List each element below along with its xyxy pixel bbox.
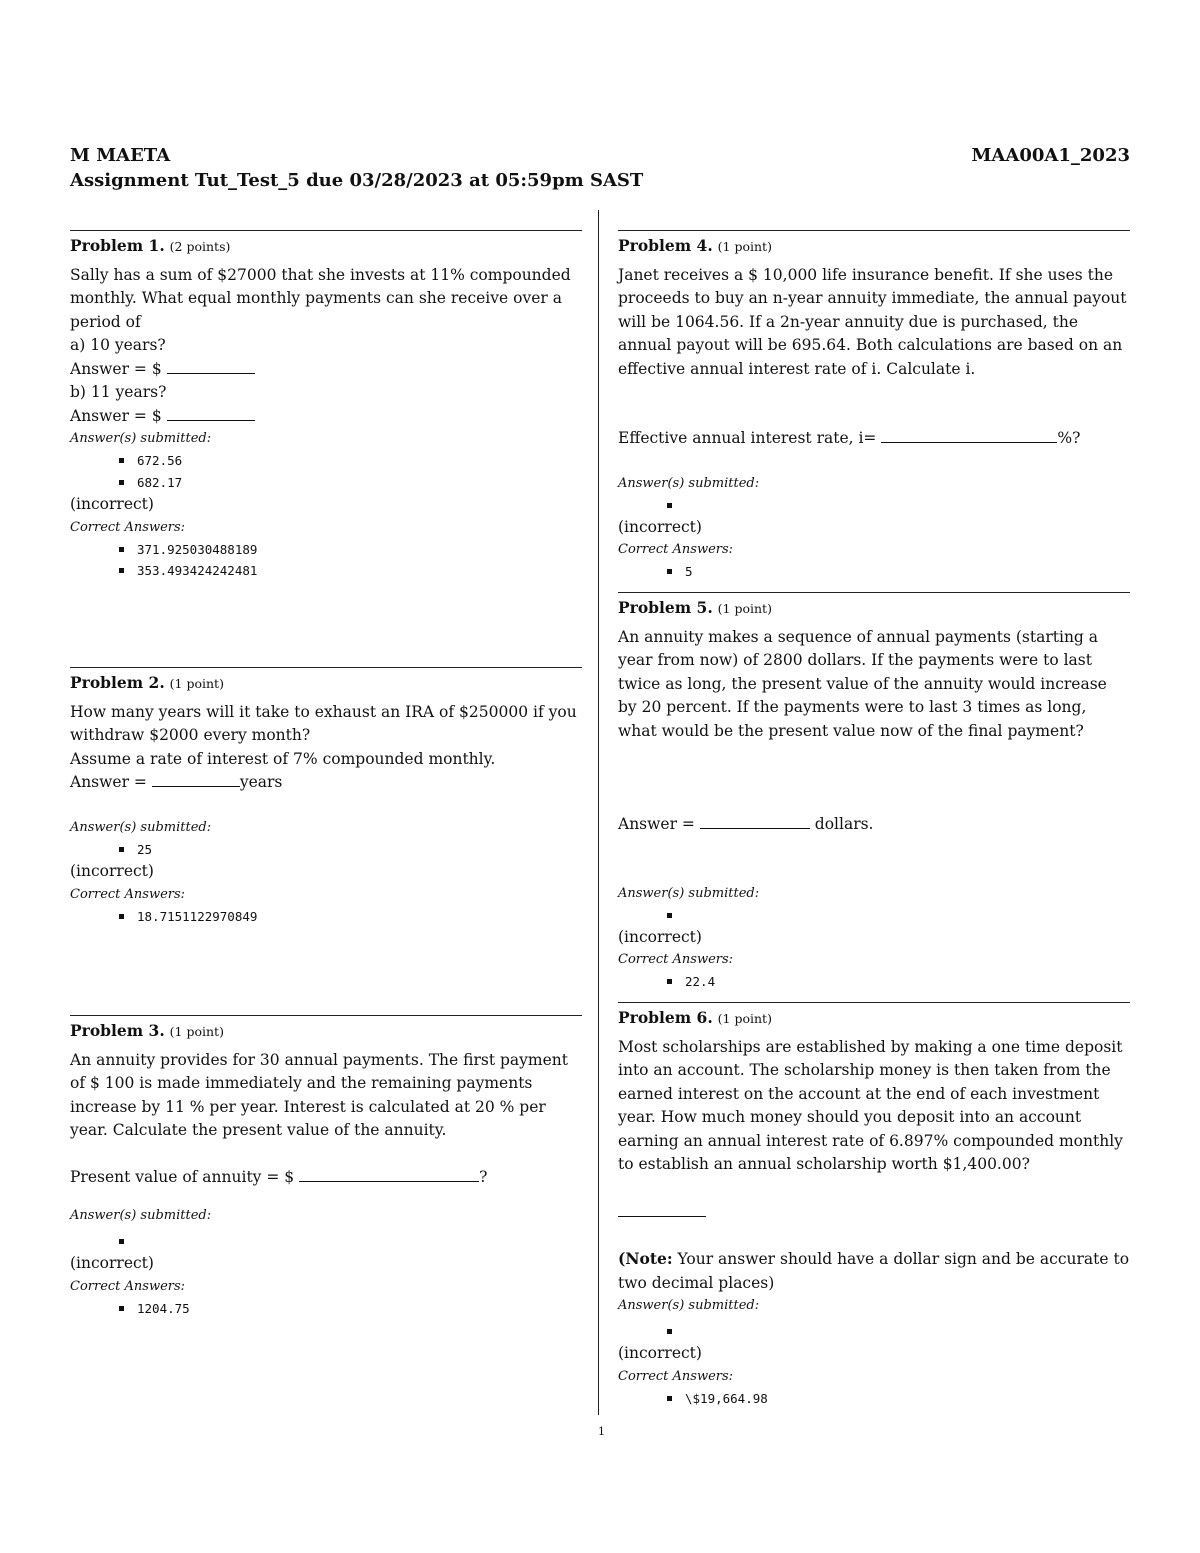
problem-6 [618, 1002, 1130, 1409]
status-text: (incorrect) [618, 517, 702, 536]
answer-label: Answer = $ [70, 359, 162, 378]
submitted-label: Answer(s) submitted: [70, 431, 212, 446]
problem-title: Problem 6. [618, 1008, 713, 1027]
status-text: (incorrect) [618, 927, 702, 946]
answer-blank[interactable] [700, 814, 810, 829]
submitted-label: Answer(s) submitted: [618, 1298, 760, 1313]
student-name: M MAETA [70, 145, 171, 166]
submitted-list [70, 839, 582, 861]
list-item [685, 1321, 1130, 1342]
list-item: 672.56 [137, 450, 582, 472]
list-item: \$19,664.98 [685, 1388, 1130, 1410]
part-b-label: b) 11 years? [70, 383, 167, 401]
assignment-title: Assignment Tut_Test_5 due 03/28/2023 at 05:59pm SAST [70, 170, 644, 191]
correct-list [70, 539, 582, 582]
submitted-list [618, 1321, 1130, 1342]
list-item: 682.17 [137, 472, 582, 494]
submitted-list [70, 1231, 582, 1252]
list-item: 1204.75 [137, 1298, 582, 1320]
problem-title: Problem 1. [70, 236, 165, 255]
problem-points: (1 point) [169, 1024, 224, 1039]
problem-text: Janet receives a $ 10,000 life insurance benefit. If she uses the proceeds to buy an n-year annuity immediate, the annual payout will be 1064.56. If a 2n-year annuity due is purchased, the annual payout will be 695.64. Both calculations are based on an effective annual interest rate of i. Calculate i. [618, 265, 1127, 378]
list-item: 371.925030488189 [137, 539, 582, 561]
left-column [70, 230, 582, 1319]
problem-points: (1 point) [717, 601, 772, 616]
problem-text: An annuity makes a sequence of annual payments (starting a year from now) of 2800 dollars. If the payments were to last twice as long, the present value of the annuity would increase by 20 percent. If the payments were to last 3 times as long, what would be the present value now of the final payment? [618, 627, 1107, 740]
right-column [618, 230, 1130, 1409]
correct-label: Correct Answers: [70, 519, 186, 535]
list-item: 5 [685, 561, 1130, 583]
submitted-list [618, 495, 1130, 516]
column-divider [598, 210, 599, 1415]
correct-label: Correct Answers: [618, 542, 734, 557]
submitted-list [618, 905, 1130, 926]
answer-suffix: years [239, 773, 283, 791]
submitted-label: Answer(s) submitted: [618, 475, 760, 491]
problem-title: Problem 3. [70, 1021, 165, 1040]
list-item: 22.4 [685, 971, 1130, 993]
answer-suffix: %? [1057, 429, 1081, 447]
correct-label: Correct Answers: [70, 886, 186, 902]
correct-list [70, 1298, 582, 1320]
correct-list [618, 1388, 1130, 1410]
problem-points: (1 point) [169, 676, 224, 691]
answer-blank[interactable] [618, 1202, 706, 1217]
problem-points: (1 point) [717, 1011, 772, 1026]
status-text: (incorrect) [70, 1254, 154, 1272]
answer-suffix: dollars. [814, 815, 874, 833]
submitted-list [70, 450, 582, 493]
submitted-label: Answer(s) submitted: [70, 1208, 212, 1223]
status-text: (incorrect) [70, 495, 154, 513]
correct-label: Correct Answers: [618, 1368, 734, 1384]
answer-label: Answer = [70, 773, 147, 791]
problem-text: An annuity provides for 30 annual payments. The first payment of $ 100 is made immediately and the remaining payments increase by 11 % per year. Interest is calculated at 20 % per year. Calculate the present value of the annuity. [70, 1050, 568, 1139]
problem-text: Most scholarships are established by making a one time deposit into an account. The scholarship money is then taken from the earned interest on the account at the end of each investment year. How much money should you deposit into an account earning an annual interest rate of 6.897% compounded monthly to establish an annual scholarship worth $1,400.00? [618, 1037, 1123, 1173]
answer-label: Present value of annuity = $ [70, 1167, 295, 1186]
correct-list [618, 561, 1130, 583]
list-item [137, 1231, 582, 1252]
part-a-label: a) 10 years? [70, 336, 166, 354]
list-item: 18.7151122970849 [137, 906, 582, 928]
status-text: (incorrect) [70, 862, 154, 880]
course-code: MAA00A1_2023 [971, 145, 1130, 166]
problem-1 [70, 230, 582, 667]
answer-suffix: ? [479, 1167, 488, 1186]
problem-3 [70, 1015, 582, 1319]
answer-blank[interactable] [152, 772, 240, 787]
list-item: 25 [137, 839, 582, 861]
answer-blank[interactable] [881, 428, 1057, 443]
problem-text: Sally has a sum of $27000 that she invests at 11% compounded monthly. What equal monthly payments can she receive over a period of [70, 265, 571, 331]
answer-label: Answer = [618, 815, 695, 833]
problem-title: Problem 2. [70, 673, 165, 692]
list-item: 353.493424242481 [137, 560, 582, 582]
answer-blank[interactable] [299, 1167, 479, 1182]
answer-a-blank[interactable] [167, 359, 255, 374]
list-item [685, 905, 1130, 926]
page-number: 1 [598, 1425, 605, 1438]
correct-list [70, 906, 582, 928]
submitted-label: Answer(s) submitted: [70, 819, 212, 835]
note-label: (Note: [618, 1249, 673, 1268]
problem-2 [70, 667, 582, 1015]
problem-text: How many years will it take to exhaust an IRA of $250000 if you withdraw $2000 every month? [70, 702, 577, 744]
correct-list [618, 971, 1130, 993]
list-item [685, 495, 1130, 516]
answer-b-blank[interactable] [167, 406, 255, 421]
answer-label: Effective annual interest rate, i= [618, 429, 877, 447]
correct-label: Correct Answers: [70, 1278, 186, 1294]
submitted-label: Answer(s) submitted: [618, 885, 760, 901]
correct-label: Correct Answers: [618, 952, 734, 967]
page-header [70, 143, 1130, 193]
problem-4 [618, 230, 1130, 592]
status-text: (incorrect) [618, 1344, 702, 1362]
problem-5 [618, 592, 1130, 1002]
problem-text-2: Assume a rate of interest of 7% compounded monthly. [70, 749, 496, 768]
problem-title: Problem 5. [618, 598, 713, 617]
problem-points: (2 points) [169, 239, 231, 254]
note-text: Your answer should have a dollar sign and be accurate to two decimal places) [618, 1250, 1130, 1292]
problem-points: (1 point) [717, 239, 772, 254]
problem-title: Problem 4. [618, 236, 713, 255]
answer-label: Answer = $ [70, 406, 162, 425]
